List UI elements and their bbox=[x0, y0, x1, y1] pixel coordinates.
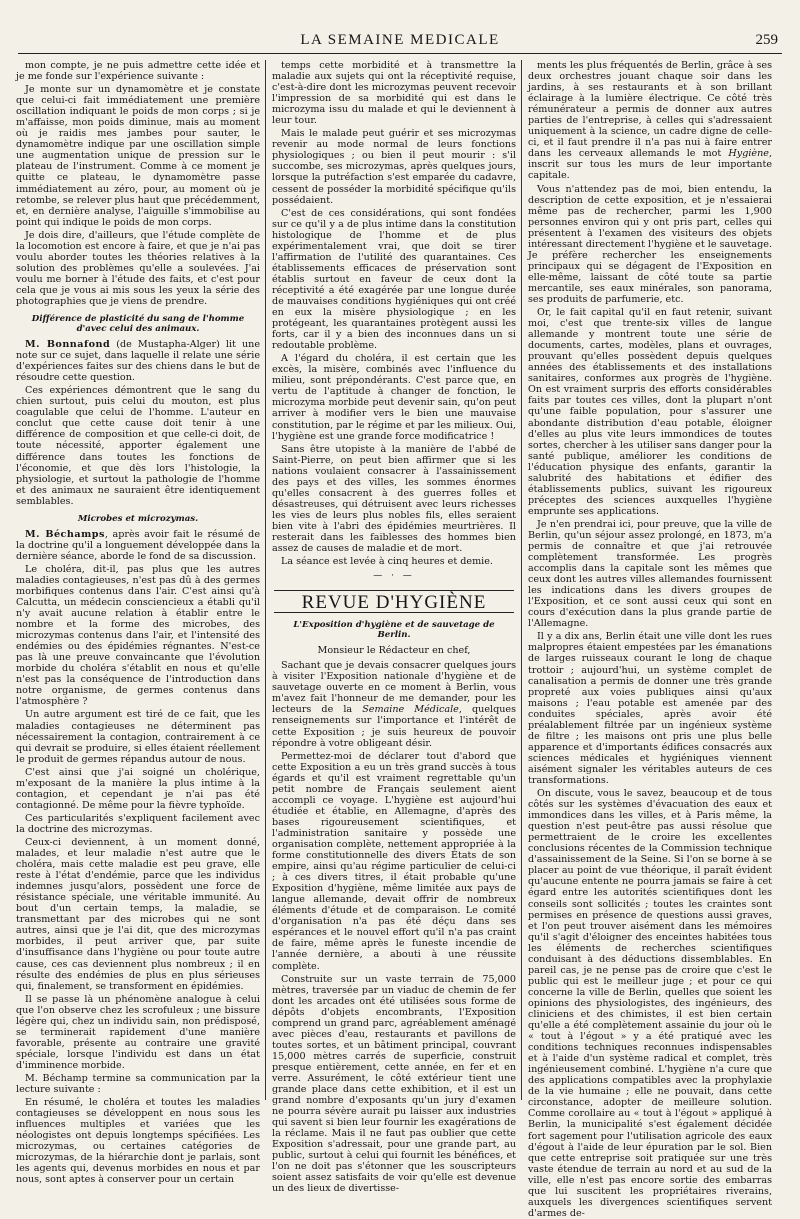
paragraph: A l'égard du choléra, il est certain que les excès, la misère, combinés avec l'influence du milieu, sont prépondérants. C'est parce que, en vertu de l'aptitude à changer de fonction, le microzyma morbide peut devenir sain, qu'on peut arriver à modifier vers le bien une mauvaise constitution, par le régime et par les milieux. Oui, l'hygiène est une grande force modificatrice ! bbox=[272, 353, 516, 442]
paragraph: Mais le malade peut guérir et ses microzymas revenir au mode normal de leurs fonctions physiologiques ; ou bien il peut mourir : s'il succombe, ses microzymas, après quelques jours, lorsque la putréfaction s'est emparée du cadavre, cessent de posséder la morbidité spécifique qu'ils possédaient. bbox=[272, 128, 516, 206]
section-title: REVUE D'HYGIÈNE bbox=[301, 592, 487, 614]
paragraph-text: , après avoir fait le résumé de la doctrine qu'il a longuement développée dans la dernière séance, aborde le fond de sa discussion. bbox=[16, 528, 260, 562]
paragraph bbox=[16, 529, 260, 562]
paragraph: Je monte sur un dynamomètre et je constate que celui-ci fait immédiatement une première oscillation indiquant le poids de mon corps ; si je m'affaisse, mon poids diminue, mais au moment où je raidis mes jambes pour sauter, le dynamomètre indique par une oscillation simple une augmentation unique de pression sur le plateau de l'instrument. Comme à ce moment je quitte ce plateau, le dynamomètre passe immédiatement au zéro, pour, au moment où je retombe, se relever plus haut que précédemment, et, en dernière analyse, l'aiguille s'immobilise au point qui indique le poids de mon corps. bbox=[16, 84, 260, 228]
subheading: Différence de plasticité du sang de l'homme d'avec celui des animaux. bbox=[31, 314, 245, 335]
paragraph: Vous n'attendez pas de moi, bien entendu, la description de cette exposition, et je n'essaierai même pas de rechercher, parmi les 1,900 personnes environ qui y ont pris part, celles qui présentent à l'examen des visiteurs des objets intéressant directement l'hygiène et le sauvetage. Je préfère rechercher les enseignements principaux qui se dégagent de l'Exposition en elle-même, laissant de côté toute sa partie mercantile, ses eaux minérales, son panorama, ses produits de parfumerie, etc. bbox=[528, 183, 772, 305]
subheading: L'Exposition d'hygiène et de sauvetage de Berlin. bbox=[293, 620, 495, 641]
paragraph: Construite sur un vaste terrain de 75,000 mètres, traversée par un viaduc de chemin de fer dont les arcades ont été utilisées sous forme de dépôts d'objets encombrants, l'Exposition comprend un grand parc, agréablement aménagé avec pièces d'eau, restaurants et pavillons de toutes sortes, et un bâtiment principal, couvrant 15,000 mètres carrés de superficie, construit presque entièrement, cette année, en fer et en verre. Assurément, le côté extérieur tient une grande place dans cette exhibition, et il est un grand nombre d'exposants qu'un jury d'examen ne pourra sévère aurait pu laisser aux industries qui savent si bien leur fournir les exagérations de la réclame. Mais il ne faut pas oublier que cette Exposition s'adressait, pour une grande part, au public, surtout à celui qui fournit les bénéfices, et l'on ne doit pas s'étonner que les souscripteurs soient assez satisfaits de voir qu'elle est devenue un des lieux de divertisse- bbox=[272, 973, 516, 1195]
paragraph: C'est ainsi que j'ai soigné un cholérique, m'exposant de la manière la plus intime à la contagion, et cependant je n'ai pas été contagionné. De même pour la fièvre typhoïde. bbox=[16, 766, 260, 811]
paragraph: mon compte, je ne puis admettre cette idée et je me fonde sur l'expérience suivante : bbox=[16, 60, 260, 83]
paragraph: La séance est levée à cinq heures et demie. bbox=[281, 556, 493, 568]
running-head bbox=[18, 32, 782, 52]
paragraph bbox=[16, 339, 260, 383]
paragraph-text: ments les plus fréquentés de Berlin, grâce à ses deux orchestres jouant chaque soir dans les jardins, à ses restaurants et à son brillant éclairage à la lumière électrique. Ce côté très rémunérateur a permis de donner aux autres parties de l'entreprise, à celles qui s'adressaient uniquement à la science, un cadre digne de celle-ci, et il faut prendre il n'a pas nui à faire entrer dans les cerveaux allemands le mot bbox=[528, 60, 772, 160]
paragraph: Un autre argument est tiré de ce fait, que les maladies contagieuses ne déterminent pas nécessairement la contagion, contrairement à ce qui devrait se produire, si elles étaient réellement le produit de germes répandus autour de nous. bbox=[16, 709, 261, 765]
paragraph bbox=[272, 660, 516, 748]
paragraph: Sans être utopiste à la manière de l'abbé de Saint-Pierre, on peut bien affirmer que si les nations voulaient consacrer à l'assainissement des pays et des villes, les sommes énormes qu'elles consacrent à des guerres folles et désastreuses, qui détruisent avec leurs richesses les vies de leurs plus nobles fils, elles seraient bien vite à l'abri des épidémies meurtrières. Il resterait dans les faiblesses des hommes bien assez de causes de maladie et de mort. bbox=[272, 443, 516, 555]
paragraph: Or, le fait capital qu'il en faut retenir, suivant moi, c'est que trente-six villes de langue allemande y montrent toute une série de documents, cartes, modèles, plans et ouvrages, prouvant qu'elles possèdent depuis quelques années des établissements et des installations sanitaires, conformes aux progrès de l'hygiène. On est vraiment surpris des efforts considérables faits par toutes ces villes, dont la plupart n'ont qu'une faible population, pour s'assurer une abondante distribution d'eau potable, éloigner d'elles au plus vite leurs immondices de toutes sortes, chercher à les utiliser sans danger pour la santé publique, améliorer les conditions de l'éducation physique des enfants, garantir la salubrité des habitations et édifier des établissements publics, suivant les rigoureux préceptes des sciences auxquelles l'hygiène emprunte ses applications. bbox=[528, 307, 772, 517]
column-left bbox=[16, 60, 261, 1186]
paragraph: Ceux-ci deviennent, à un moment donné, malades, et leur maladie n'est autre que le choléra, mais cette maladie est peu grave, elle reste à l'état d'endémie, parce que les individus indemnes jusqu'alors, possèdent une force de résistance spéciale, une véritable immunité. Au bout d'un certain temps, la maladie, se transmettant par des microbes qui ne sont autres, ainsi que je l'ai dit, que des microzymas morbides, il peut arriver que, par suite d'insuffisance dans l'hygiène ou pour toute autre cause, ces cas deviennent plus nombreux ; il en résulte des endémies de plus en plus sérieuses qui, finalement, se transforment en épidémies. bbox=[16, 837, 260, 992]
column-right bbox=[528, 60, 772, 1219]
paragraph: Ces particularités s'expliquent facilement avec la doctrine des microzymas. bbox=[16, 812, 260, 835]
column-divider bbox=[265, 60, 266, 1100]
paragraph: En résumé, le choléra et toutes les maladies contagieuses se développent en nous sous les influences multiples et variées que les néologistes ont depuis longtemps spécifiées. Les microzymas, ou certaines catégories de microzymas, de la hiérarchie dont je parlais, sont les agents qui, devenus morbides en nous et par nous, sont aptes à conserver pour un certain bbox=[16, 1097, 260, 1186]
section-separator: — · — bbox=[373, 571, 415, 582]
paragraph: temps cette morbidité et à transmettre la maladie aux sujets qui ont la réceptivité requise, c'est-à-dire dont les microzymas peuvent recevoir l'impression de sa morbidité qui est dans le microzyma issu du malade et qui le deviennent à leur tour. bbox=[272, 60, 516, 127]
section-banner bbox=[274, 590, 514, 613]
paragraph-text: Sachant que je devais consacrer quelques jours à visiter l'Exposition nationale d'hygiène et de sauvetage ouverte en ce moment à Berlin, vous m'avez fait l'honneur de me demander, pour les lecteurs de la bbox=[272, 660, 516, 716]
paragraph: Permettez-moi de déclarer tout d'abord que cette Exposition a eu un très grand succès à tous égards et qu'il est vraiment regrettable qu'un petit nombre de Français seulement aient accompli ce voyage. L'hygiène est aujourd'hui étudiée et établie, en Allemagne, d'après des bases rigoureusement scientifiques, et l'administration sanitaire y possède une organisation complète, nettement appropriée à la forme constitutionnelle des divers États de son empire, ainsi qu'au régime particulier de celui-ci ; à ces divers titres, il était probable qu'une Exposition d'hygiène, même limitée aux pays de langue allemande, devait offrir de nombreux éléments d'étude et de comparaison. Le comité d'organisation n'a pas été déçu dans ses espérances et le nouvel effort qu'il n'a pas craint de faire, même après le funeste incendie de l'année dernière, a abouti à une réussite complète. bbox=[272, 750, 516, 972]
paragraph-text: , quelques renseignements sur l'importance et l'intérêt de cette Exposition ; je suis heureux de pouvoir répondre à votre obligeant désir. bbox=[272, 704, 516, 749]
header-rule bbox=[18, 53, 782, 54]
emphasis: Hygiène bbox=[728, 148, 769, 160]
paragraph: Le choléra, dit-il, pas plus que les autres maladies contagieuses, n'est pas dû à des germes morbifiques contenus dans l'air. C'est ainsi qu'à Calcutta, un médecin consciencieux a établi qu'il n'y avait aucune relation à établir entre le nombre et la forme des microbes, des microzymas contenus dans l'air, et l'intensité des endémies ou des épidémies régnantes. N'est-ce pas là une preuve convaincante que l'évolution morbide du choléra s'établit en nous et qu'elle n'est pas la conséquence de l'introduction dans notre organisme, de germes contenus dans l'atmosphère ? bbox=[16, 563, 260, 708]
paragraph: On discute, vous le savez, beaucoup et de tous côtés sur les systèmes d'évacuation des eaux et immondices dans les villes, et à Paris même, la question n'est peut-être pas aussi résolue que permettraient de le croire les excellentes conclusions récentes de la Commission technique d'assainissement de la Seine. Si l'on se borne à se placer au point de vue théorique, il paraît évident qu'aucune entente ne pourra jamais se faire à cet égard entre les autorités scientifiques dont les conseils sont sollicités ; toutes les craintes sont permises en présence de questions aussi graves, et l'on peut trouver aisément dans les mémoires qu'il s'agit d'éloigner des enceintes habitées tous les éléments de recherches scientifiques conduisant à des déductions dissemblables. En pareil cas, je ne pense pas de croire que c'est le public qui est le meilleur juge ; et pour ce qui concerne la ville de Berlin, quelles que soient les opinions des physiologistes, des ingénieurs, des cliniciens et des chimistes, il est bien certain qu'elle a été complètement assainie du jour où le « tout à l'égout » y a été pratiqué avec les conditions techniques reconnues indispensables et à l'aide d'un système radical et complet, très ingénieusement combiné. L'hygiène n'a cure que des applications compatibles avec la prophylaxie de la vie humaine ; elle ne pouvait, dans cette circonstance, adopter de meilleure solution. Comme corollaire au « tout à l'égout » appliqué à Berlin, la municipalité s'est également décidée fort sagement pour l'utilisation agricole des eaux d'égout à l'aide de leur épuration par le sol. Bien que cette entreprise soit pratiquée sur une très vaste étendue de terrain au nord et au sud de la ville, elle n'est pas encore sortie des embarras que lui suscitent les propriétaires riverains, auxquels les divergences scientifiques servent d'armes de- bbox=[528, 788, 772, 1219]
subheading: Microbes et microzymas. bbox=[77, 513, 199, 524]
page-number: 259 bbox=[755, 32, 778, 48]
paragraph-text: , inscrit sur tous les murs de leur importante capitale. bbox=[528, 148, 772, 182]
column-divider bbox=[521, 60, 522, 1100]
paragraph: C'est de ces considérations, qui sont fondées sur ce qu'il y a de plus intime dans la constitution histologique de l'homme et de plus expérimentalement vrai, que doit se tirer l'affirmation de l'utilité des quarantaines. Ces établissements efficaces de préservation sont établis surtout en faveur de ceux dont la réceptivité a été exagérée par une longue durée de mauvaises conditions hygiéniques qui ont créé en eux la misère physiologique ; en les protégeant, les quarantaines protègent aussi les forts, car il y a bien des inconnues dans un si redoutable problème. bbox=[272, 207, 516, 352]
salutation: Monsieur le Rédacteur en chef, bbox=[317, 645, 471, 657]
column-middle bbox=[272, 60, 516, 1195]
journal-name: Semaine Médicale bbox=[362, 704, 459, 716]
journal-title: LA SEMAINE MEDICALE bbox=[300, 32, 500, 48]
paragraph-text: (de Mustapha-Alger) lit une note sur ce sujet, dans laquelle il relate une série d'expériences faites sur des chiens dans le but de résoudre cette question. bbox=[16, 339, 260, 384]
paragraph: Ces expériences démontrent que le sang du chien surtout, puis celui du mouton, est plus coagulable que celui de l'homme. L'auteur en conclut que cette cause doit tenir à une différence de composition et que celle-ci doit, de toute nécessité, apporter également une différence dans toutes les fonctions de l'économie, et que dès lors l'histologie, la physiologie, et surtout la pathologie de l'homme et des animaux ne sauraient être identiquement semblables. bbox=[16, 385, 260, 507]
paragraph: Je n'en prendrai ici, pour preuve, que la ville de Berlin, qu'un séjour assez prolongé, en 1873, m'a permis de connaître et que j'ai retrouvée complètement transformée. Les progrès accomplis dans la capitale sont les mêmes que ceux dont les autres villes allemandes fournissent les indications dans les divers groupes de l'Exposition, et ce sont aussi ceux qui sont en cours d'exécution dans la plus grande partie de l'Allemagne. bbox=[528, 518, 772, 630]
paragraph: Il se passe là un phénomène analogue à celui que l'on observe chez les scrofuleux ; une bissure légère qui, chez un individu sain, non prédisposé, se terminerait rapidement d'une manière favorable, présente au contraire une gravité spéciale, lorsque l'individu est dans un état d'imminence morbide. bbox=[16, 993, 260, 1071]
paragraph: Je dois dire, d'ailleurs, que l'étude complète de la locomotion est encore à faire, et que je n'ai pas voulu aborder toutes les théories relatives à la solution des problèmes qu'elle a soulevées. J'ai voulu me borner à l'étude des faits, et c'est pour cela que je vous ai mis sous les yeux la série des photographies que je viens de prendre. bbox=[16, 229, 260, 307]
paragraph bbox=[528, 60, 772, 182]
paragraph: M. Béchamp termine sa communication par la lecture suivante : bbox=[16, 1072, 260, 1096]
speaker-name: M. Bonnafond bbox=[25, 339, 111, 351]
paragraph: Il y a dix ans, Berlin était une ville dont les rues malpropres étaient empestées par les émanations de larges ruisseaux courant le long de chaque trottoir ; aujourd'hui, un système complet de canalisation a permis de donner une très grande propreté aux voies publiques ainsi qu'aux maisons ; l'eau potable est amenée par des conduites spéciales, après avoir été préalablement filtrée par un ingénieux système de filtre ; les maisons ont pris une plus belle apparence et d'importants édifices consacrés aux sciences médicales et hygiéniques viennent aisément signaler les véritables auteurs de ces transformations. bbox=[528, 631, 772, 786]
speaker-name: M. Béchamps bbox=[25, 528, 105, 540]
